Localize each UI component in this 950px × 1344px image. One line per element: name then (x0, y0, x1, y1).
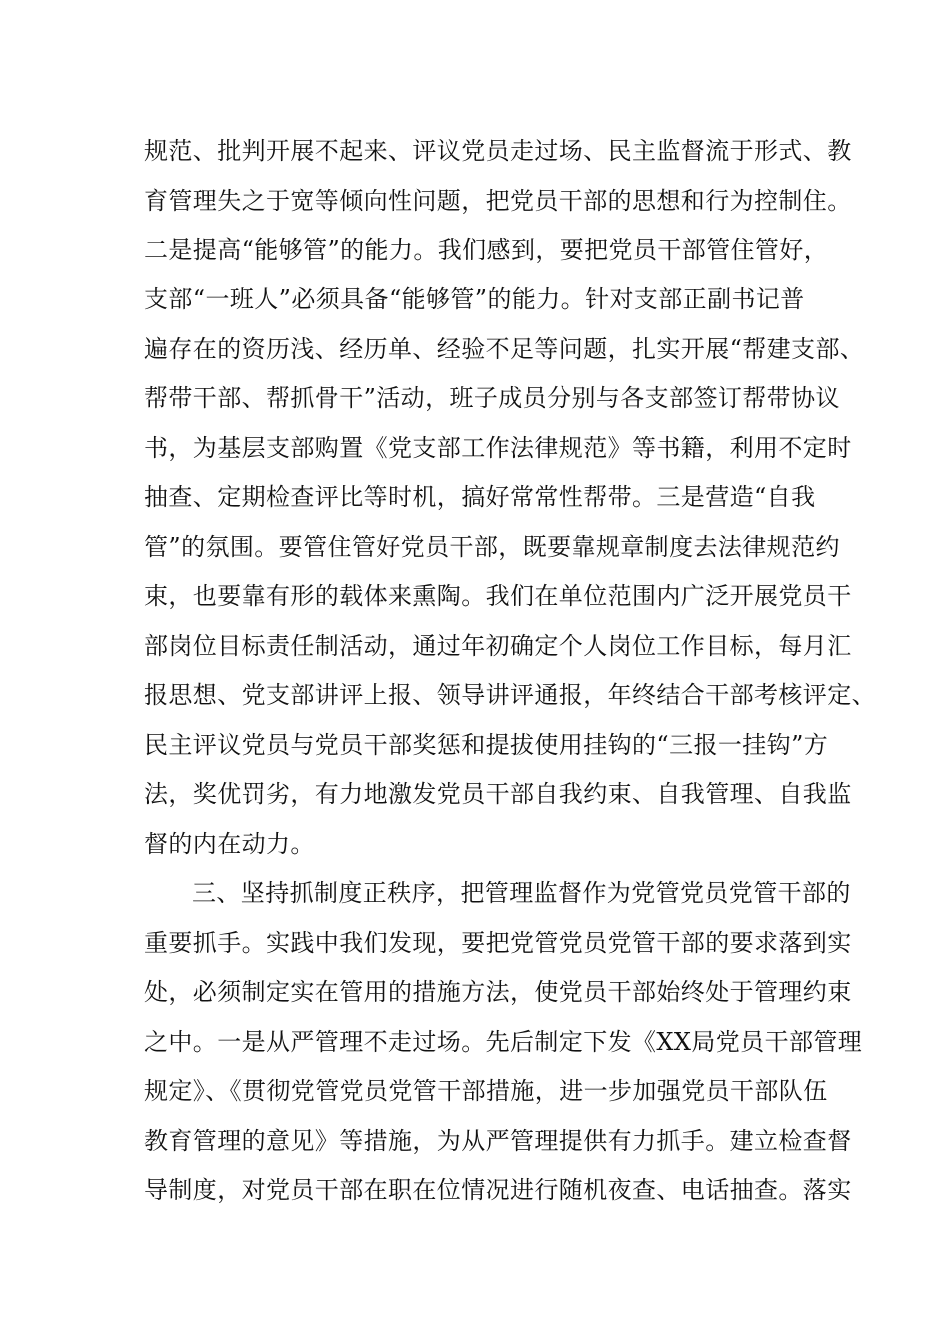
text-line: 规定》、《贯彻党管党员党管干部措施，进一步加强党员干部队伍 (144, 1077, 828, 1105)
text-line: 之中。一是从严管理不走过场。先后制定下发《XX局党员干部管理 (144, 1028, 863, 1056)
text-line: 报思想、党支部讲评上报、领导讲评通报，年终结合干部考核评定、 (144, 681, 876, 709)
text-line: 督的内在动力。 (144, 830, 315, 858)
text-line: 育管理失之于宽等倾向性问题，把党员干部的思想和行为控制住。 (144, 187, 852, 215)
text-line: 教育管理的意见》等措施，为从严管理提供有力抓手。建立检查督 (144, 1127, 852, 1155)
text-line: 处，必须制定实在管用的措施方法，使党员干部始终处于管理约束 (144, 978, 852, 1006)
text-line: 导制度，对党员干部在职在位情况进行随机夜查、电话抽查。落实 (144, 1176, 852, 1204)
text-line: 法，奖优罚劣，有力地激发党员干部自我约束、自我管理、自我监 (144, 780, 852, 808)
text-line: 帮带干部、帮抓骨干”活动，班子成员分别与各支部签订帮带协议 (144, 384, 840, 412)
text-line: 支部“一班人”必须具备“能够管”的能力。针对支部正副书记普 (144, 285, 805, 313)
text-line: 规范、批判开展不起来、评议党员走过场、民主监督流于形式、教 (144, 137, 852, 165)
text-line: 抽查、定期检查评比等时机，搞好常常性帮带。三是营造“自我 (144, 483, 816, 511)
text-line: 重要抓手。实践中我们发现，要把党管党员党管干部的要求落到实 (144, 929, 852, 957)
text-line: 束，也要靠有形的载体来熏陶。我们在单位范围内广泛开展党员干 (144, 582, 852, 610)
text-line: 管”的氛围。要管住管好党员干部，既要靠规章制度去法律规范约 (144, 533, 840, 561)
text-line: 民主评议党员与党员干部奖惩和提拔使用挂钩的“三报一挂钩”方 (144, 731, 829, 759)
text-line: 书，为基层支部购置《党支部工作法律规范》等书籍，利用不定时 (144, 434, 852, 462)
text-line: 部岗位目标责任制活动，通过年初确定个人岗位工作目标，每月汇 (144, 632, 852, 660)
paragraph-first-line: 三、坚持抓制度正秩序，把管理监督作为党管党员党管干部的 (192, 879, 851, 907)
text-line: 二是提高“能够管”的能力。我们感到，要把党员干部管住管好， (144, 236, 829, 264)
text-line: 遍存在的资历浅、经历单、经验不足等问题，扎实开展“帮建支部、 (144, 335, 865, 363)
